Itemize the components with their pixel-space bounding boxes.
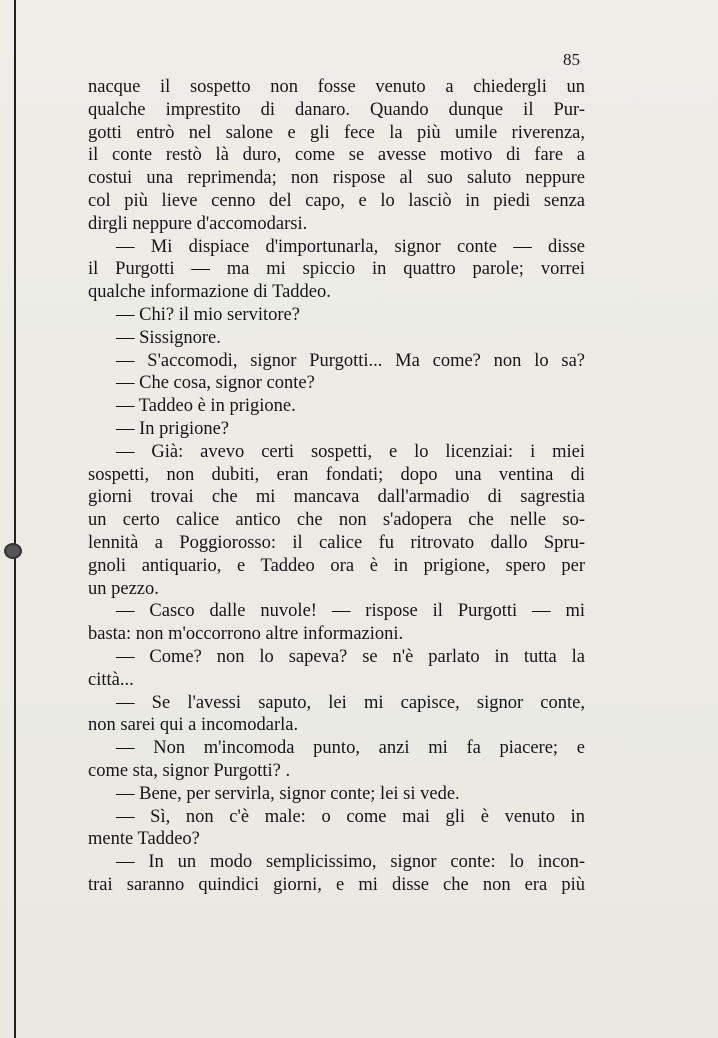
text-line: basta: non m'occorrono altre informazioni. bbox=[88, 624, 404, 645]
text-line: — Già: avevo certi sospetti, e lo licenziai: i miei bbox=[116, 441, 585, 462]
text-line: giorni trovai che mi mancava dall'armadio di sagrestia bbox=[88, 487, 585, 508]
text-line: — S'accomodi, signor Purgotti... Ma come? non lo sa? bbox=[116, 350, 585, 371]
text-line: dirgli neppure d'accomodarsi. bbox=[88, 213, 308, 234]
text-line: — In un modo semplicissimo, signor conte: lo incon- bbox=[116, 852, 585, 873]
text-line: — Se l'avessi saputo, lei mi capisce, signor conte, bbox=[116, 692, 585, 713]
text-line: col più lieve cenno del capo, e lo lasciò in piedi senza bbox=[88, 190, 585, 211]
text-line: — Sì, non c'è male: o come mai gli è venuto in bbox=[116, 806, 585, 827]
text-line: il conte restò là duro, come se avesse motivo di fare a bbox=[88, 145, 585, 166]
text-line: — Come? non lo sapeva? se n'è parlato in tutta la bbox=[116, 646, 585, 667]
text-line: — Taddeo è in prigione. bbox=[116, 396, 296, 417]
binding-hole-mark bbox=[4, 543, 22, 559]
text-line: trai saranno quindici giorni, e mi disse che non era più bbox=[88, 874, 585, 895]
text-line: nacque il sospetto non fosse venuto a chiedergli un bbox=[88, 77, 585, 97]
text-line: — Mi dispiace d'importunarla, signor conte — disse bbox=[116, 236, 585, 257]
text-line: costui una reprimenda; non rispose al suo saluto neppure bbox=[88, 168, 585, 189]
text-line: mente Taddeo? bbox=[88, 829, 200, 850]
text-line: qualche informazione di Taddeo. bbox=[88, 282, 331, 303]
text-line: sospetti, non dubiti, eran fondati; dopo una ventina di bbox=[88, 464, 585, 485]
text-line: — Sissignore. bbox=[116, 327, 221, 348]
body-text bbox=[88, 76, 585, 897]
text-line: qualche imprestito di danaro. Quando dunque il Pur- bbox=[88, 99, 585, 120]
text-line: un certo calice antico che non s'adopera che nelle so- bbox=[88, 510, 585, 531]
text-line: lennità a Poggiorosso: il calice fu ritrovato dallo Spru- bbox=[88, 532, 585, 553]
text-line: — Bene, per servirla, signor conte; lei si vede. bbox=[116, 783, 460, 804]
text-line: gnoli antiquario, e Taddeo ora è in prigione, spero per bbox=[88, 555, 585, 576]
text-line: — Che cosa, signor conte? bbox=[116, 373, 315, 394]
text-line: — Chi? il mio servitore? bbox=[116, 304, 300, 325]
text-line: il Purgotti — ma mi spiccio in quattro parole; vorrei bbox=[88, 259, 585, 280]
text-line: come sta, signor Purgotti? . bbox=[88, 760, 291, 781]
page-number: 85 bbox=[563, 50, 580, 69]
page-left-edge bbox=[14, 0, 16, 1038]
text-line: — Non m'incomoda punto, anzi mi fa piacere; e bbox=[116, 738, 585, 759]
text-line: città... bbox=[88, 669, 134, 690]
text-line: non sarei qui a incomodarla. bbox=[88, 715, 299, 736]
text-line: gotti entrò nel salone e gli fece la più umile riverenza, bbox=[88, 122, 585, 143]
text-line: — In prigione? bbox=[116, 418, 230, 439]
text-line: — Casco dalle nuvole! — rispose il Purgotti — mi bbox=[116, 601, 585, 622]
text-line: un pezzo. bbox=[88, 578, 159, 599]
